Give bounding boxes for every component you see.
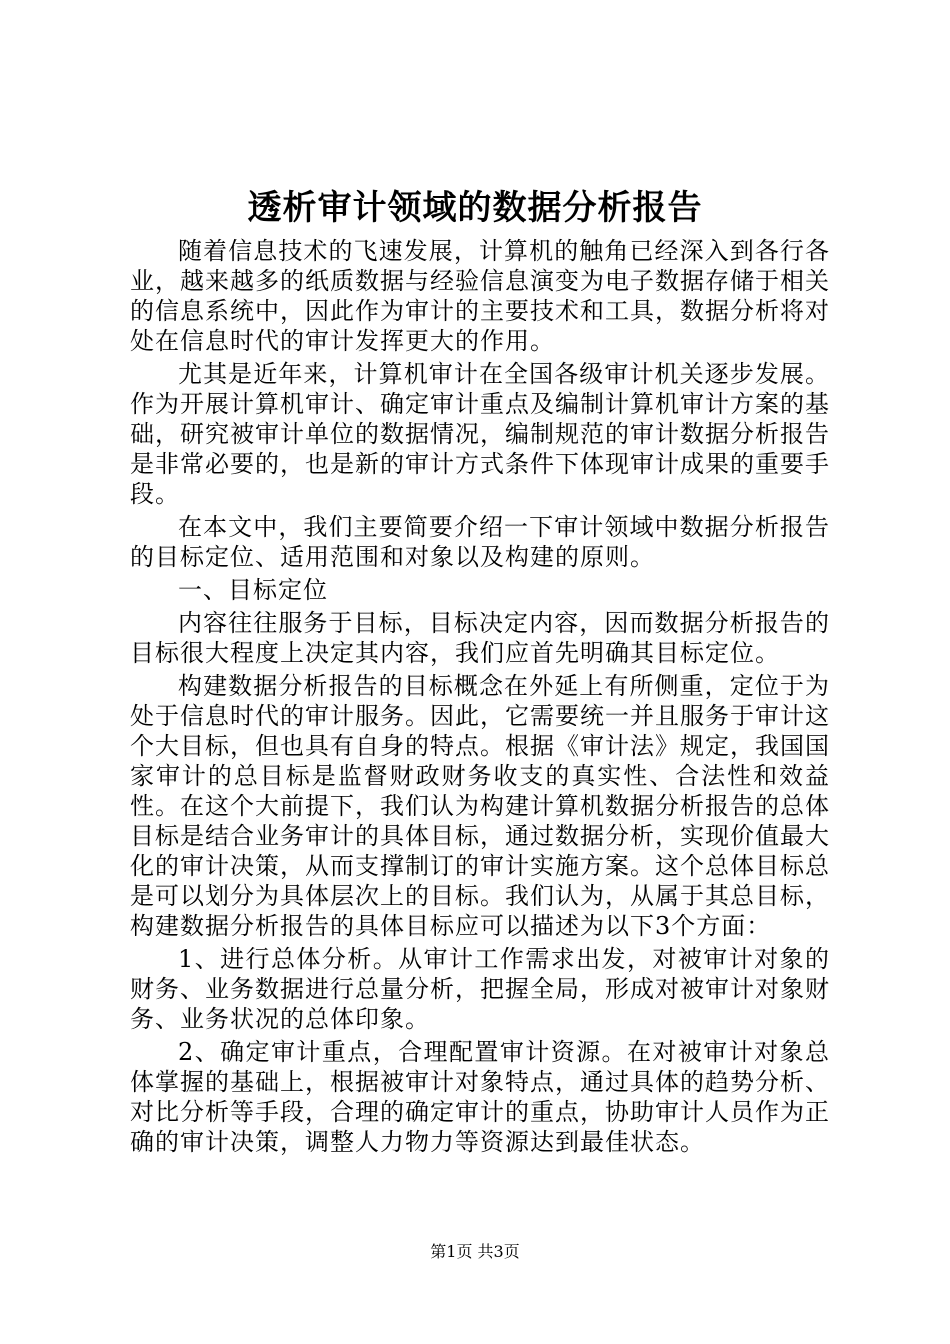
paragraph-goal-purpose: 内容往往服务于目标，目标决定内容，因而数据分析报告的目标很大程度上决定其内容，我们应首先明确其目标定位。 [130,609,830,667]
section-heading-goal: 一、目标定位 [178,576,328,604]
list-item-overall-analysis: 1、进行总体分析。从审计工作需求出发，对被审计对象的财务、业务数据进行总量分析，把握全局，形成对被审计对象财务、业务状况的总体印象。 [130,945,830,1033]
paragraph-scope: 在本文中，我们主要简要介绍一下审计领域中数据分析报告的目标定位、适用范围和对象以及构建的原则。 [130,513,830,571]
list-item-audit-focus: 2、确定审计重点，合理配置审计资源。在对被审计对象总体掌握的基础上，根据被审计对象特点，通过具体的趋势分析、对比分析等手段，合理的确定审计的重点，协助审计人员作为正确的审计决策，调整人力物力等资源达到最佳状态。 [130,1038,830,1156]
page-number-footer: 第1页 共3页 [430,1242,520,1261]
document-body [130,236,830,1157]
paragraph-goal-concept: 构建数据分析报告的目标概念在外延上有所侧重，定位于为处于信息时代的审计服务。因此，它需要统一并且服务于审计这个大目标，但也具有自身的特点。根据《审计法》规定，我国国家审计的总目标是监督财政财务收支的真实性、合法性和效益性。在这个大前提下，我们认为构建计算机数据分析报告的总体目标是结合业务审计的具体目标，通过数据分析，实现价值最大化的审计决策，从而支撑制订的审计实施方案。这个总体目标总是可以划分为具体层次上的目标。我们认为，从属于其总目标，构建数据分析报告的具体目标应可以描述为以下3个方面： [130,672,830,940]
paragraph-intro: 随着信息技术的飞速发展，计算机的触角已经深入到各行各业，越来越多的纸质数据与经验信息演变为电子数据存储于相关的信息系统中，因此作为审计的主要技术和工具，数据分析将对处在信息时代的审计发挥更大的作用。 [130,237,830,355]
paragraph-background: 尤其是近年来，计算机审计在全国各级审计机关逐步发展。作为开展计算机审计、确定审计重点及编制计算机审计方案的基础，研究被审计单位的数据情况，编制规范的审计数据分析报告是非常必要的，也是新的审计方式条件下体现审计成果的重要手段。 [130,360,830,508]
document-title: 透析审计领域的数据分析报告 [247,188,703,228]
